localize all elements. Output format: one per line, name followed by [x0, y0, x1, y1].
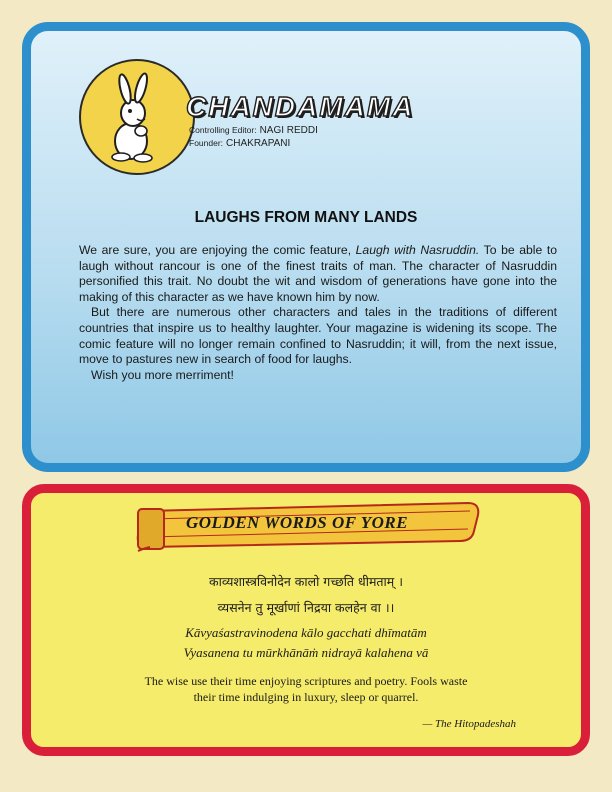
golden-words-banner: GOLDEN WORDS OF YORE: [186, 513, 409, 532]
feature-name: Laugh with Nasruddin.: [355, 243, 480, 257]
article-body: [79, 243, 557, 383]
founder-credit: [189, 138, 290, 149]
translation-line-2: their time indulging in luxury, sleep or quarrel.: [193, 690, 419, 704]
paragraph-1: We are sure, you are enjoying the comic feature, Laugh with Nasruddin. To be able to laugh without rancour is one of the finest traits of man. The character of Nasruddin personified this trait. No doubt the wit and wisdom of generations have gone into the making of this character as we have known him by now.: [79, 243, 557, 304]
rabbit-icon: [81, 61, 193, 173]
founder-label: Founder:: [189, 138, 224, 148]
paragraph-3: Wish you more merriment!: [91, 367, 234, 382]
sanskrit-verse-line-2: व्यसनेन तु मूर्खाणां निद्रया कलहेन वा ।।: [217, 600, 395, 615]
article-title: LAUGHS FROM MANY LANDS: [194, 209, 418, 226]
editor-name: NAGI REDDI: [259, 125, 318, 136]
magazine-title: CHANDAMAMA: [186, 91, 415, 122]
sanskrit-verse-line-1: काव्यशास्त्रविनोदेन कालो गच्छति धीमताम् ।: [209, 574, 403, 589]
editor-credit: [189, 125, 318, 136]
founder-name: CHAKRAPANI: [226, 138, 291, 149]
logo-emblem: [79, 59, 195, 175]
editor-label: Controlling Editor:: [189, 125, 257, 135]
paragraph-2: But there are numerous other characters and tales in the traditions of different countries that inspire us to healthy laughter. Your magazine is widening its scope. The comic feature will no longer remain confined to Nasruddin; it will, from the next issue, move to pastures new in search of food for laughs.: [79, 305, 557, 367]
verse-source: — The Hitopadeshah: [422, 718, 516, 730]
translation-line-1: The wise use their time enjoying scriptures and poetry. Fools waste: [144, 674, 468, 688]
editorial-panel: [22, 22, 590, 472]
transliteration-line-1: Kāvyaśastravinodena kālo gacchati dhīmatām: [185, 625, 427, 640]
transliteration-line-2: Vyasanena tu mūrkhānāṁ nidrayā kalahena vā: [183, 645, 429, 660]
